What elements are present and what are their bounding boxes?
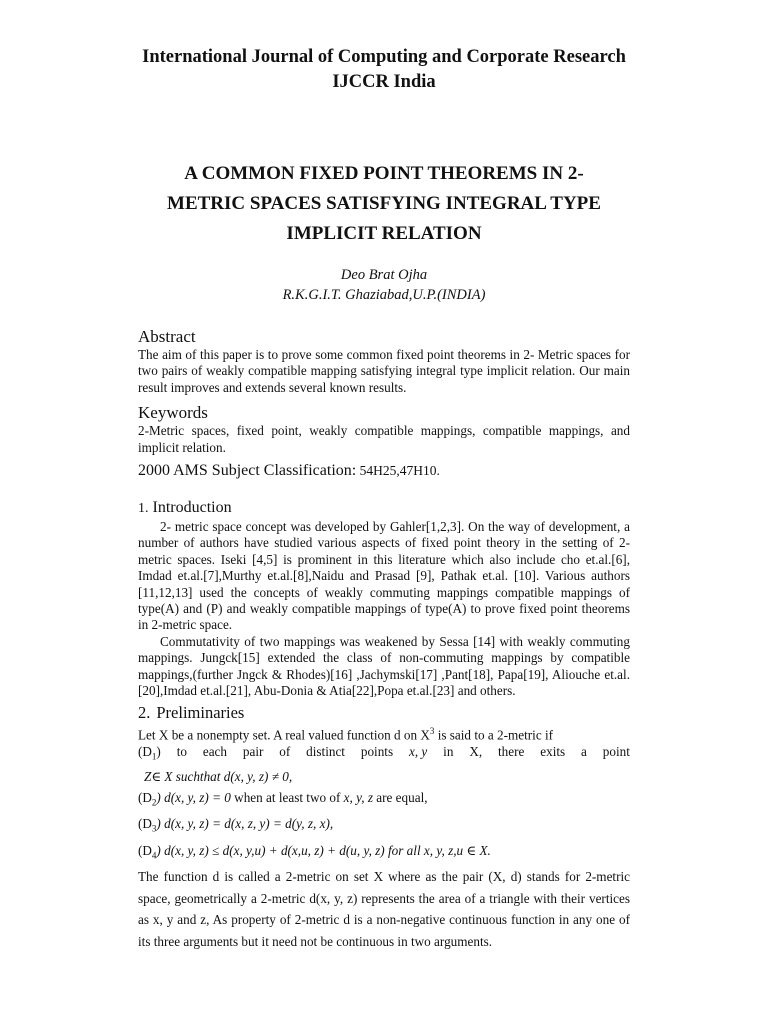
keywords-heading: Keywords	[138, 403, 208, 423]
author-block	[138, 265, 630, 305]
ams-label: 2000 AMS Subject Classification:	[138, 462, 357, 480]
prelim-intro	[138, 723, 630, 743]
journal-abbrev: IJCCR India	[332, 72, 436, 92]
definition-d2	[138, 787, 630, 814]
d1-word: pair	[242, 743, 264, 759]
d1-word: to	[176, 743, 187, 759]
prelim-intro-text-end: is said to a 2-metric if	[434, 726, 554, 742]
ams-classification	[138, 460, 630, 482]
abstract-heading: Abstract	[138, 327, 196, 346]
definition-d3	[138, 813, 630, 840]
author-affiliation: R.K.G.I.T. Ghaziabad,U.P.(INDIA)	[282, 287, 486, 303]
d4-label-sub: 4	[151, 850, 157, 861]
intro-title: Introduction	[152, 499, 232, 517]
d1-word: X,	[469, 743, 483, 759]
prelim-title: Preliminaries	[156, 702, 245, 722]
title-line-3: IMPLICIT RELATION	[286, 223, 482, 244]
d1-word: exits	[540, 743, 566, 759]
title-line-2: METRIC SPACES SATISFYING INTEGRAL TYPE	[167, 193, 601, 214]
ams-codes: 54H25,47H10.	[356, 463, 440, 479]
definition-d1-line2: Z∈ X suchthat d(x, y, z) ≠ 0,	[144, 768, 293, 784]
intro-heading	[138, 498, 630, 519]
d1-word: point	[602, 743, 630, 759]
d2-math: ) d(x, y, z) = 0	[156, 789, 231, 805]
author-name: Deo Brat Ojha	[340, 267, 428, 283]
definition-d4	[138, 840, 630, 867]
prelim-intro-text: Let X be a nonempty set. A real valued function d on X	[138, 726, 430, 742]
definition-d1-line1	[138, 743, 630, 766]
d3-label: (D	[138, 816, 152, 832]
d2-text-end: are equal,	[372, 789, 428, 805]
d1-label-text: (D	[138, 743, 152, 759]
d3-math: ) d(x, y, z) = d(x, z, y) = d(y, z, x),	[156, 816, 334, 832]
d1-word: there	[498, 743, 525, 759]
d1-word: points	[360, 743, 394, 759]
d1-word: in	[443, 743, 454, 759]
prelim-heading	[138, 703, 630, 723]
paper-title	[138, 159, 630, 249]
prelim-intro-sup: 3	[429, 725, 435, 736]
d4-math: ) d(x, y, z) ≤ d(x, y,u) + d(x,u, z) + d(u, y, z) for all x, y, z,u ∈ X.	[156, 842, 491, 858]
d1-word: of	[279, 743, 291, 759]
abstract-text: The aim of this paper is to prove some common fixed point theorems in 2- Metric spaces for two pairs of weakly compatible mapping satisfying integral type implicit relation. Our main result improves and extends several known results.	[138, 347, 630, 395]
prelim-closing-block	[138, 866, 630, 952]
d2-text: when at least two of	[230, 789, 344, 805]
d1-label	[138, 743, 161, 766]
journal-name: International Journal of Computing and Corporate Research	[142, 47, 626, 67]
d1-word: a	[581, 743, 587, 759]
d4-label: (D	[138, 842, 152, 858]
d3-label-sub: 3	[151, 823, 157, 834]
prelim-closing-text: The function d is called a 2-metric on set X where as the pair (X, d) stands for 2-metric space, geometrically a 2-metric d(x, y, z) represents the area of a triangle with their vertices as x, y and z, As property of 2-metric d is a non-negative continuous function in any one of its three arguments but it need not be continuous in two arguments.	[138, 869, 630, 949]
keywords-text: 2-Metric spaces, fixed point, weakly compatible mappings, compatible mappings, and implicit relation.	[138, 423, 630, 455]
d1-word: distinct	[306, 743, 345, 759]
d2-label: (D	[138, 789, 152, 805]
d2-label-sub: 2	[151, 797, 157, 808]
d2-math-vars: x, y, z	[343, 789, 373, 805]
intro-number: 1.	[138, 501, 149, 517]
d1-word: each	[202, 743, 227, 759]
prelim-number: 2.	[138, 702, 151, 722]
d1-label-sub: 1	[151, 751, 157, 762]
d1-word: x, y	[408, 743, 428, 759]
intro-paragraph-1: 2- metric space concept was developed by Gahler[1,2,3]. On the way of development, a number of authors have studied various aspects of fixed point theory in the setting of 2-metric spaces. Iseki [4,5] is prominent in this literature which also include cho et.al.[6], Imdad et.al.[7],Murthy et.al.[8],Naidu and Prasad [9], Pathak et.al. [10]. Various authors [11,12,13] used the concepts of weakly commuting mappings compatible mappings of type(A) and (P) and weakly compatible mappings of type(A) to prove fixed point theorems in 2-metric space.	[138, 519, 630, 633]
d1-word: )	[156, 743, 161, 759]
intro-paragraph-2: Commutativity of two mappings was weakened by Sessa [14] with weakly commuting mappings. Jungck[15] extended the class of non-commuting mappings by compatible mappings,(further Jngck & Rhodes)[16] ,Jachymski[17] ,Pant[18], Papa[19], Aliouche et.al.[20],Imdad et.al.[21], Abu-Donia & Atia[22],Popa et.al.[23] and others.	[138, 633, 630, 699]
journal-header	[138, 0, 630, 95]
title-line-1: A COMMON FIXED POINT THEOREMS IN 2-	[184, 163, 584, 184]
